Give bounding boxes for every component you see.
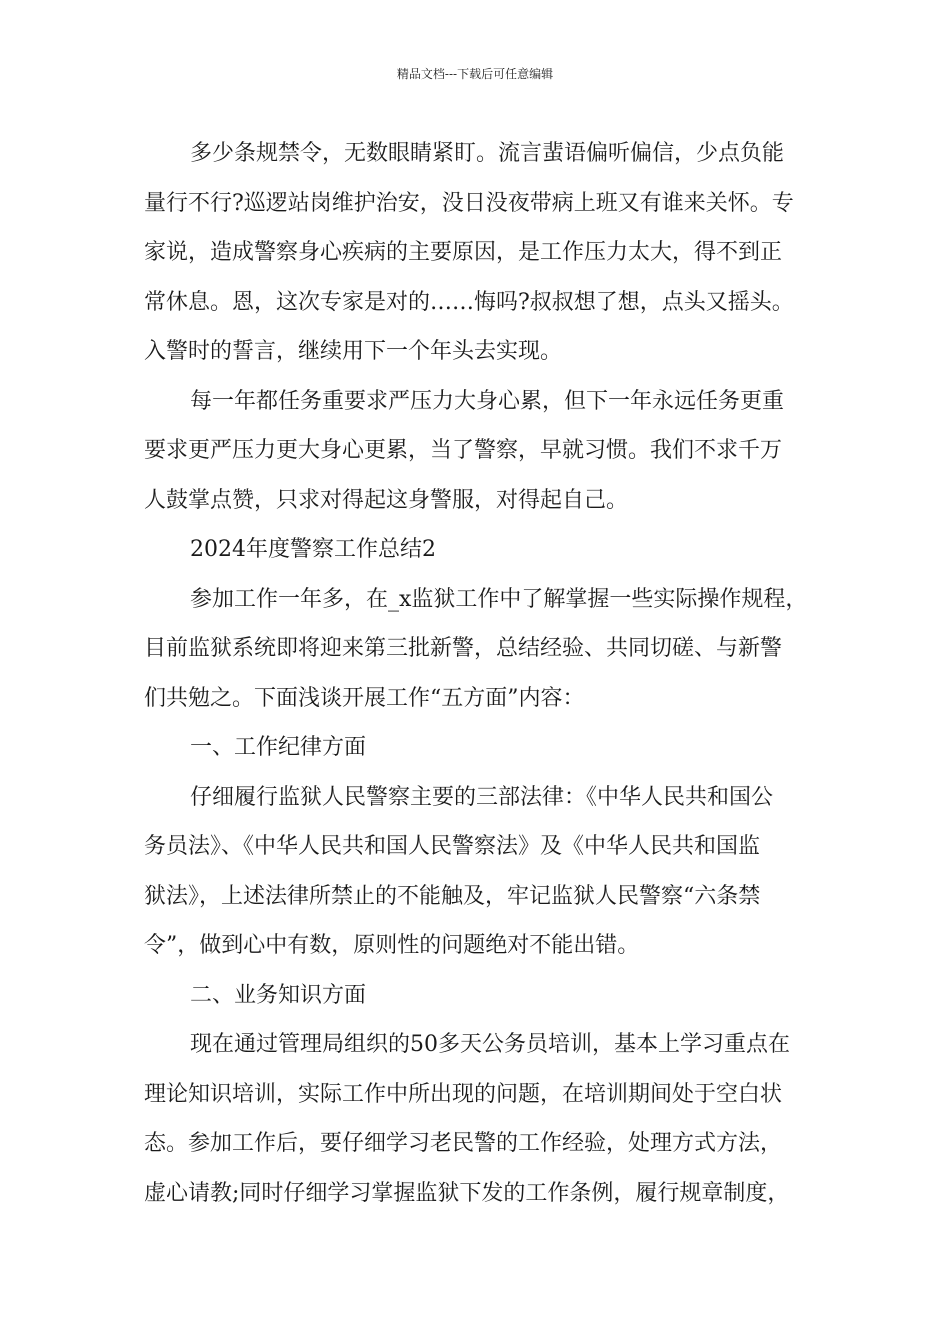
text-line: 态。参加工作后，要仔细学习老民警的工作经验，处理方式方法，: [144, 1131, 783, 1156]
text-line: 参加工作一年多，在_x监狱工作中了解掌握一些实际操作规程，: [190, 586, 808, 612]
text-line: 务员法》、《中华人民共和国人民警察法》及《中华人民共和国监: [144, 834, 761, 859]
text-line: 一、工作纪律方面: [190, 735, 367, 760]
subheading-business-knowledge: [144, 971, 809, 1021]
subheading-work-discipline: [144, 723, 809, 773]
text-line: 人鼓掌点赞，只求对得起这身警服，对得起自己。: [144, 487, 629, 513]
paragraph-5: [144, 1020, 809, 1218]
paragraph-3: [144, 575, 809, 724]
paragraph-1: [144, 129, 809, 377]
text-line: 量行不行?巡逻站岗维护治安，没日没夜带病上班又有谁来关怀。专: [144, 190, 794, 216]
section-title: [144, 525, 809, 575]
document-body: [144, 129, 809, 1218]
text-line: 虚心请教;同时仔细学习掌握监狱下发的工作条例，履行规章制度，: [144, 1180, 790, 1206]
text-line: 2024年度警察工作总结2: [190, 537, 436, 562]
text-line: 仔细履行监狱人民警察主要的三部法律：《中华人民共和国公: [190, 784, 774, 810]
text-line: 狱法》，上述法律所禁止的不能触及，牢记监狱人民警察“六条禁: [144, 883, 761, 909]
text-line: 要求更严压力更大身心更累，当了警察，早就习惯。我们不求千万: [144, 438, 783, 463]
text-line: 令”，做到心中有数，原则性的问题绝对不能出错。: [144, 933, 640, 958]
text-line: 目前监狱系统即将迎来第三批新警，总结经验、共同切磋、与新警: [144, 636, 783, 661]
text-line: 现在通过管理局组织的50多天公务员培训，基本上学习重点在: [190, 1032, 790, 1057]
text-line: 每一年都任务重要求严压力大身心累，但下一年永远任务更重: [190, 388, 785, 414]
text-line: 家说，造成警察身心疾病的主要原因，是工作压力太大，得不到正: [144, 240, 783, 265]
page-header: 精品文档---下载后可任意编辑: [396, 67, 554, 81]
text-line: 入警时的誓言，继续用下一个年头去实现。: [144, 339, 563, 364]
paragraph-2: [144, 377, 809, 526]
text-line: 们共勉之。下面浅谈开展工作“五方面”内容：: [144, 685, 585, 711]
text-line: 常休息。恩，这次专家是对的……悔吗?叔叔想了想，点头又摇头。: [144, 289, 794, 315]
paragraph-4: [144, 773, 809, 971]
text-line: 多少条规禁令，无数眼睛紧盯。流言蜚语偏听偏信，少点负能: [190, 141, 785, 166]
text-line: 二、业务知识方面: [190, 982, 367, 1008]
text-line: 理论知识培训，实际工作中所出现的问题，在培训期间处于空白状: [144, 1081, 783, 1107]
